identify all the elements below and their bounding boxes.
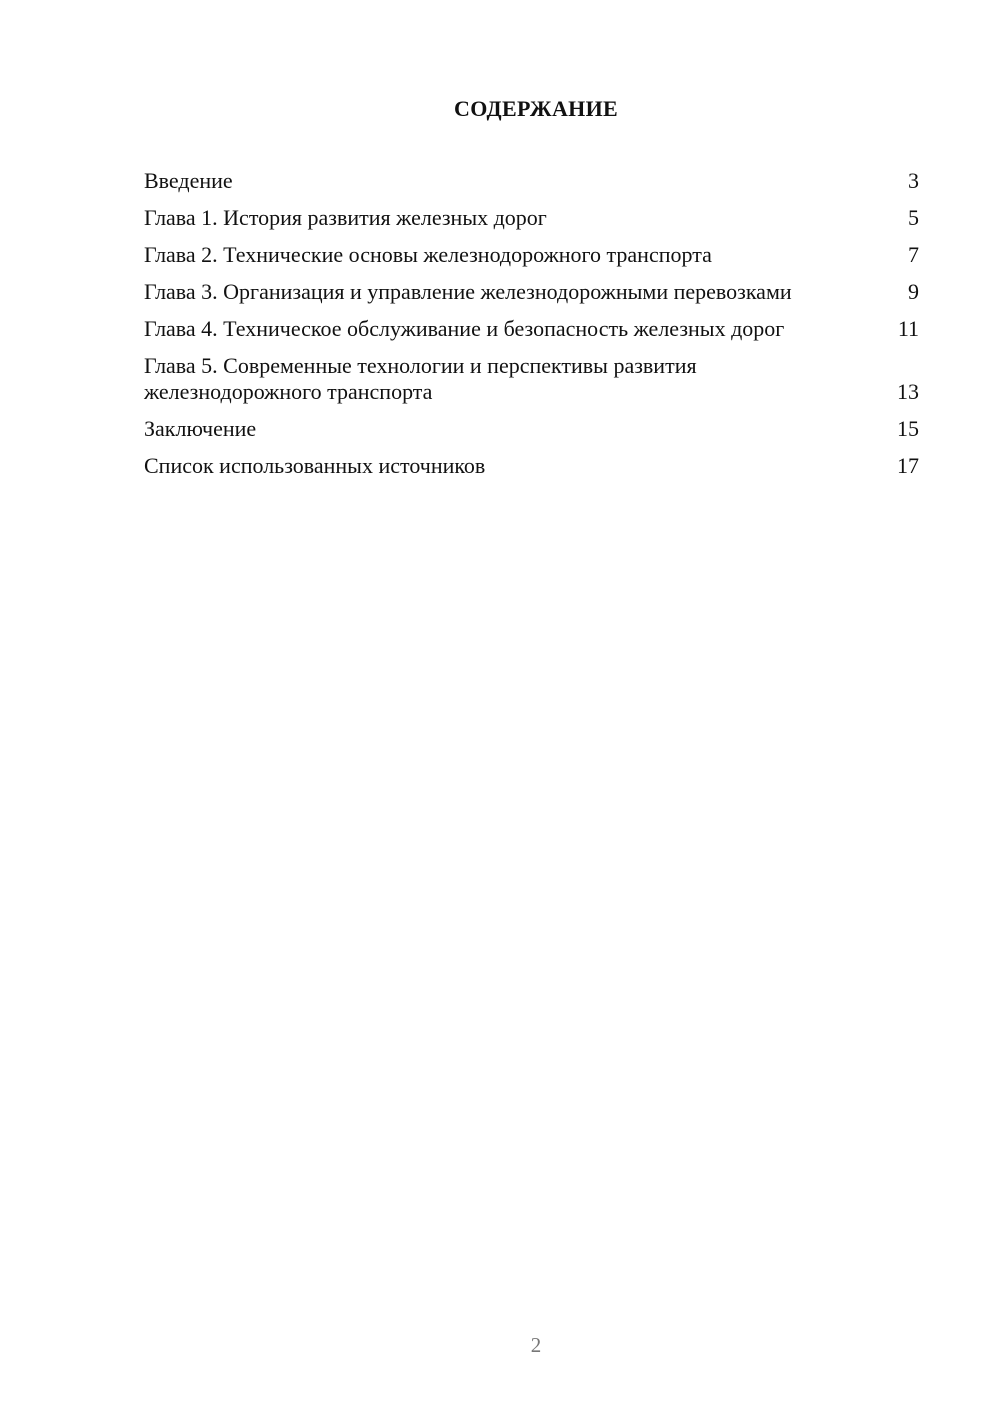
toc-entry-page: 9 [908, 279, 919, 304]
toc-entry-chapter-2 [144, 242, 919, 268]
toc-entry-references [144, 453, 919, 479]
toc-entry-page: 13 [897, 379, 919, 404]
toc-entry-page: 17 [897, 453, 919, 478]
toc-entry-chapter-1 [144, 205, 919, 231]
page-number: 2 [530, 1333, 542, 1357]
toc-entry-chapter-4 [144, 316, 919, 342]
toc-entry-chapter-3 [144, 279, 919, 305]
toc-entry-chapter-5 [144, 353, 919, 405]
toc-entry-label: Список использованных источников [144, 453, 486, 478]
toc-entry-page: 5 [908, 205, 919, 230]
toc-entry-page: 15 [897, 416, 919, 441]
toc-entry-label: Заключение [144, 416, 257, 441]
toc-entry-page: 11 [897, 316, 919, 341]
toc-entry-label: Глава 3. Организация и управление железнодорожными перевозками [144, 279, 792, 304]
toc-entry-page: 7 [908, 242, 919, 267]
toc-entry-label: Глава 1. История развития железных дорог [144, 205, 547, 230]
toc-entry-label: Глава 5. Современные технологии и перспективы развития железнодорожного транспорта [144, 353, 697, 404]
toc-entry-conclusion [144, 416, 919, 442]
toc-title: СОДЕРЖАНИЕ [454, 96, 618, 121]
toc-entry-page: 3 [908, 168, 919, 193]
toc-entry-label: Введение [144, 168, 233, 193]
toc-entry-label: Глава 2. Технические основы железнодорожного транспорта [144, 242, 712, 267]
toc-entry-introduction [144, 168, 919, 194]
table-of-contents [144, 168, 919, 490]
toc-entry-label: Глава 4. Техническое обслуживание и безопасность железных дорог [144, 316, 785, 341]
